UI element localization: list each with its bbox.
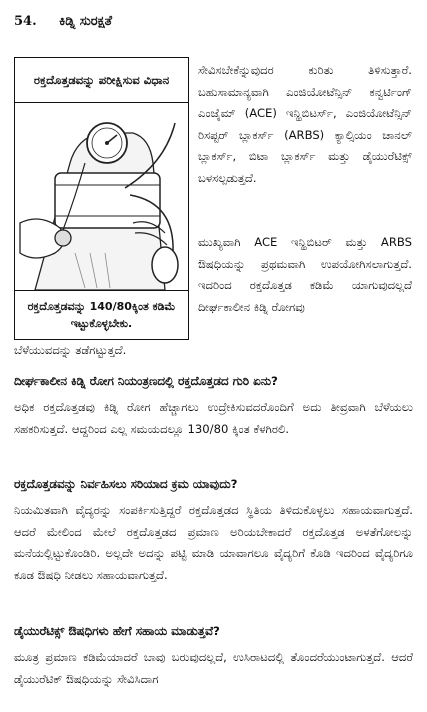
page-heading	[14, 14, 112, 29]
paragraph-ace-arbs: ಮುಖ್ಯವಾಗಿ ACE ಇನ್ಹಿಬಿಟರ್ ಮತ್ತು ARBS ಔಷಧಿಯನ್ನು ಪ್ರಥಮವಾಗಿ ಉಪಯೋಗಿಸಲಾಗುತ್ತದೆ. ಇದರಿಂದ ರಕ್ತದೊತ್ತಡ ಕಡಿಮೆ ಯಾಗುವುದಲ್ಲದೆ ದೀರ್ಘಕಾಲೀನ ಕಿಡ್ನಿ ರೋಗವು	[198, 235, 412, 314]
paragraph-ace-arbs-continued: ಬೆಳೆಯುವದನ್ನು ತಡೆಗಟ್ಟುತ್ತದೆ.	[14, 343, 127, 357]
figure-box	[14, 57, 189, 340]
answer-bp-management: ನಿಯಮಿತವಾಗಿ ವೈದ್ಯರನ್ನು ಸಂಪರ್ಕಿಸುತ್ತಿದ್ದರೆ ರಕ್ತದೊತ್ತಡದ ಸ್ಥಿತಿಯ ತಿಳಿದುಕೊಳ್ಳಲು ಸಹಾಯವಾಗುತ್ತದೆ. ಆದರೆ ಮೇಲಿಂದ ಮೇಲೆ ರಕ್ತದೊತ್ತಡದ ಪ್ರಮಾಣ ಅರಿಯಬೇಕಾದರೆ ರಕ್ತದೊತ್ತಡ ಅಳತೆಗೋಲನ್ನು ಮನೆಯಲ್ಲಿಟ್ಟುಕೊಂಡಿರಿ. ಅಲ್ಲದೇ ಅದನ್ನು ಪಟ್ಟಿ ಮಾಡಿ ಯಾವಾಗಲೂ ವೈದ್ಯರಿಗೆ ಕೊಡಿ ಇದರಿಂದ ವೈದ್ಯರಿಗೂ ಕೂಡ ಔಷಧಿ ನೀಡಲು ಸಹಾಯವಾಗುತ್ತದೆ.	[14, 503, 413, 582]
question-heading-bp-target: ದೀರ್ಘಕಾಲೀನ ಕಿಡ್ನಿ ರೋಗ ನಿಯಂತ್ರಣದಲ್ಲಿ ರಕ್ತದೊತ್ತಡದ ಗುರಿ ಏನು?	[14, 374, 278, 388]
blood-pressure-measurement-icon	[15, 103, 188, 290]
chapter-number: 54.	[14, 14, 37, 29]
question-heading-diuretics: ಡೈಯುರೆಟಿಕ್ಸ್ ಔಷಧಿಗಳು ಹೇಗೆ ಸಹಾಯ ಮಾಡುತ್ತವೆ?	[14, 624, 220, 638]
figure-caption-top: ರಕ್ತದೊತ್ತಡವನ್ನು ಪರೀಕ್ಷಿಸುವ ವಿಧಾನ	[15, 58, 188, 103]
question-heading-bp-management: ರಕ್ತದೊತ್ತಡವನ್ನು ನಿರ್ವಹಿಸಲು ಸರಿಯಾದ ಕ್ರಮ ಯಾವುದು?	[14, 477, 238, 491]
chapter-title: ಕಿಡ್ನಿ ಸುರಕ್ಷತೆ	[59, 14, 113, 29]
answer-bp-target: ಅಧಿಕ ರಕ್ತದೊತ್ತಡವು ಕಿಡ್ನಿ ರೋಗ ಹೆಚ್ಚಾಗಲು ಉದ್ರೇಕಿಸುವದರೊಂದಿಗೆ ಅದು ತೀವ್ರವಾಗಿ ಬೆಳೆಯಲು ಸಹಕರಿಸುತ್ತದೆ. ಆದ್ದರಿಂದ ಎಲ್ಲ ಸಮಯದಲ್ಲೂ 130/80 ಕ್ಕಿಂತ ಕೆಳಗಿರಲಿ.	[14, 400, 413, 436]
paragraph-medication-intro: ಸೇವಿಸಬೇಕೆನ್ನುವುದರ ಕುರಿತು ತಿಳಿಸುತ್ತಾರೆ. ಬಹುಸಾಮಾನ್ಯವಾಗಿ ಎಂಜಿಯೋಟೆನ್ಸಿನ್ ಕನ್ವರ್ಟಿಂಗ್ ಎಂಜೈಮ್ (ACE) ಇನ್ಹಿಬಿಟರ್ಸ್, ಎಂಜಿಯೋಟೆನ್ಸಿನ್ ರಿಸಪ್ಟರ್ ಬ್ಲಾಕರ್ಸ್ (ARBS) ಕ್ಯಾಲ್ಸಿಯಂ ಚಾನಲ್ ಬ್ಲಾಕರ್ಸ್, ಬಿಟಾ ಬ್ಲಾಕರ್ಸ್ ಮತ್ತು ಡೈಯುರೆಟಿಕ್ಸ್ ಬಳಸಲ್ಪಡುತ್ತದೆ.	[198, 63, 412, 185]
figure-caption-bottom: ರಕ್ತದೊತ್ತಡವನ್ನು 140/80ಕ್ಕಿಂತ ಕಡಿಮೆ ಇಟ್ಟುಕೊಳ್ಳಬೇಕು.	[15, 290, 188, 338]
answer-diuretics: ಮೂತ್ರ ಪ್ರಮಾಣ ಕಡಿಮೆಯಾದರೆ ಬಾವು ಬರುವುದಲ್ಲದೆ, ಉಸಿರಾಟದಲ್ಲಿ ತೊಂದರೆಯುಂಟಾಗುತ್ತದೆ. ಆದರೆ ಡೈಯುರೆಟಿಕ್ ಔಷಧಿಯನ್ನು ಸೇವಿಸಿದಾಗ	[14, 650, 413, 686]
